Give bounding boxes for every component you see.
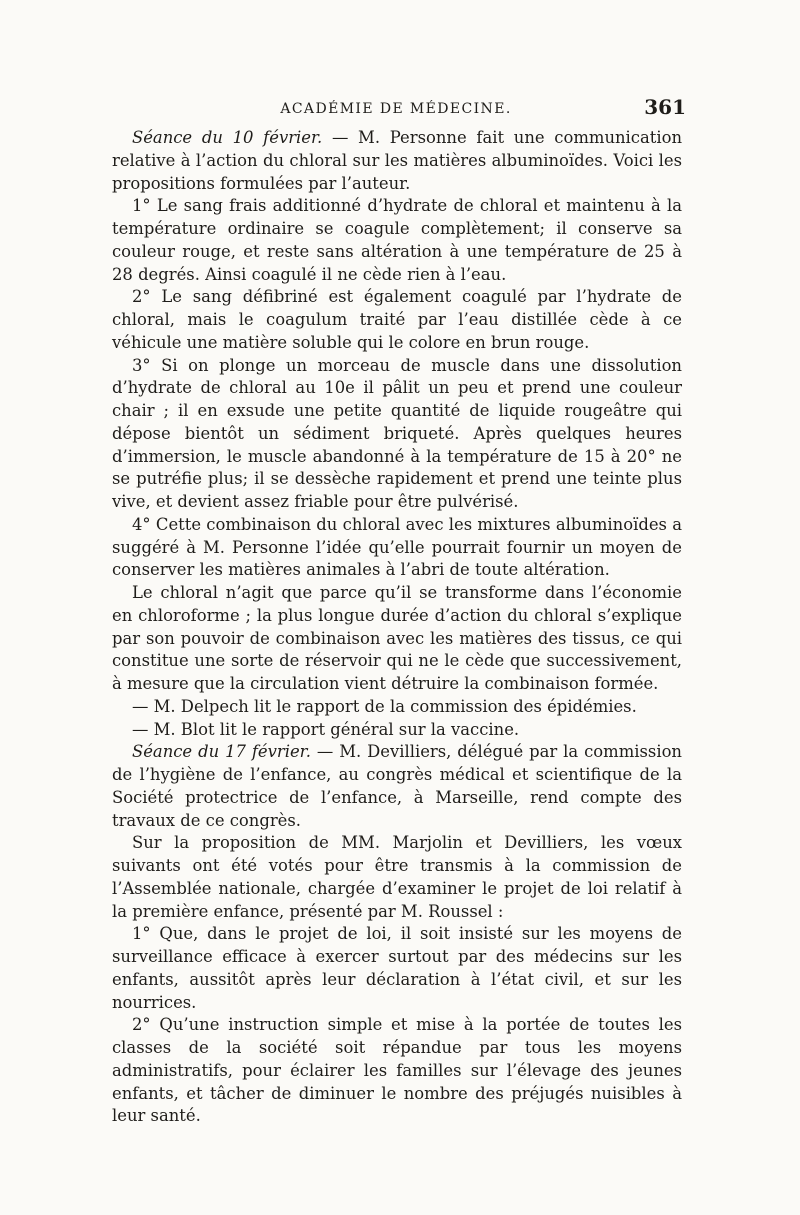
paragraph-chloral-action: Le chloral n’agit que parce qu’il se transforme dans l’économie en chloroforme ; la plus longue durée d’action du chloral s’explique par son pouvoir de combinaison avec les matières des tissus, ce qui constitue une sorte de réservoir qui ne le cède que successivement, à mesure que la circulation vient détruire la combinaison formée. [112,583,682,693]
paragraph-session-17-feb [112,741,682,832]
paragraph-delpech: — M. Delpech lit le rapport de la commission des épidémies. [132,696,637,716]
session-date-label: Séance du 10 février. [132,128,323,147]
page-number: 361 [644,95,686,119]
body-text [112,127,682,1128]
paragraph-marjolin-proposal: Sur la proposition de MM. Marjolin et Devilliers, les vœux suivants ont été votés pour être transmis à la commission de l’Assemblée nationale, chargée d’examiner le projet de loi relatif à la première enfance, présenté par M. Roussel : [112,833,682,921]
paragraph-text: — M. Devilliers, délégué par la commission de l’hygiène de l’enfance, au congrès médical et scientifique de la Société protectrice de l’enfance, à Marseille, rend compte des travaux de ce congrès. [112,742,682,830]
page-header [112,94,686,124]
paragraph-proposition-1: 1° Le sang frais additionné d’hydrate de chloral et maintenu à la température ordinaire se coagule complètement; il conserve sa couleur rouge, et reste sans altération à une température de 25 à 28 degrés. Ainsi coagulé il ne cède rien à l’eau. [112,196,682,284]
paragraph-proposition-2: 2° Le sang défibriné est également coagulé par l’hydrate de chloral, mais le coagulum traité par l’eau distillée cède à ce véhicule une matière soluble qui le colore en brun rouge. [112,287,682,352]
paragraph-wish-2: 2° Qu’une instruction simple et mise à la portée de toutes les classes de la société soit répandue par tous les moyens administratifs, pour éclairer les familles sur l’élevage des jeunes enfants, et tâcher de diminuer le nombre des préjugés nuisibles à leur santé. [112,1015,682,1126]
paragraph-text: — M. Personne fait une communication relative à l’action du chloral sur les matières albuminoïdes. Voici les propositions formulées par l’auteur. [112,128,682,193]
paragraph-proposition-3: 3° Si on plonge un morceau de muscle dans une dissolution d’hydrate de chloral au 10e il pâlit un peu et prend une couleur chair ; il en exsude une petite quantité de liquide rougeâtre qui dépose bientôt un sédiment briqueté. Après quelques heures d’immersion, le muscle abandonné à la température de 15 à 20° ne se putréfie plus; il se dessèche rapidement et prend une teinte plus vive, et devient assez friable pour être pulvérisé. [112,355,682,511]
running-title: ACADÉMIE DE MÉDECINE. [280,101,512,117]
paragraph-proposition-4: 4° Cette combinaison du chloral avec les mixtures albuminoïdes a suggéré à M. Personne l’idée qu’elle pourrait fournir un moyen de conserver les matières animales à l’abri de toute altération. [112,514,682,580]
session-date-label: Séance du 17 février. [132,742,311,762]
paragraph-blot: — M. Blot lit le rapport général sur la vaccine. [132,719,520,739]
paragraph-session-10-feb [112,127,682,195]
paragraph-wish-1: 1° Que, dans le projet de loi, il soit insisté sur les moyens de surveillance efficace à exercer surtout par des médecins sur les enfants, aussitôt après leur déclaration à l’état civil, et sur les nourrices. [112,924,682,1012]
